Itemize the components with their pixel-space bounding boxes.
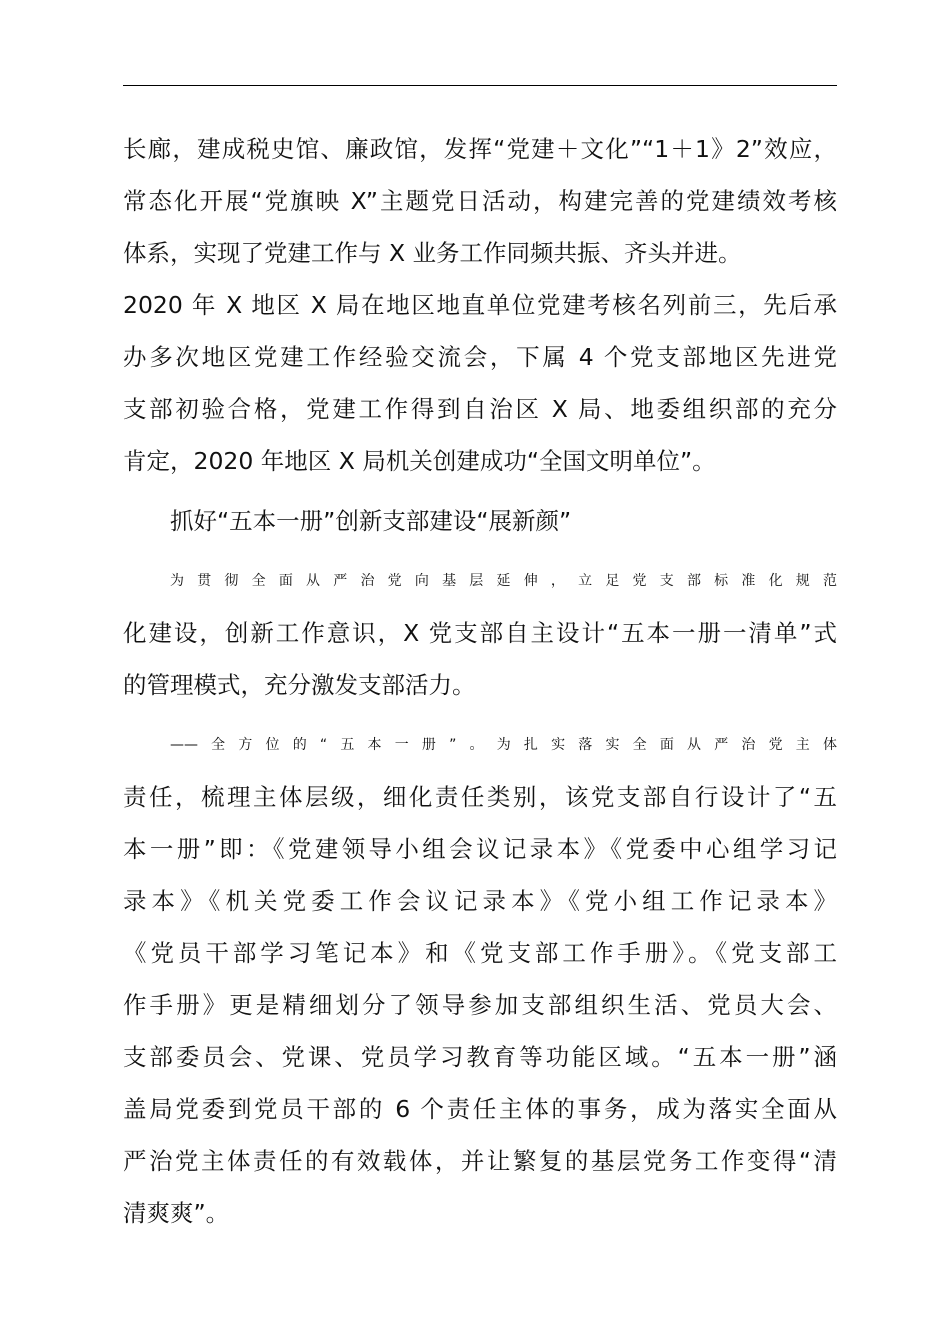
text-line: 化建设，创新工作意识，X 党支部自主设计“五本一册一清单”式: [123, 619, 837, 647]
text-line: 支部初验合格，党建工作得到自治区 X 局、地委组织部的充分: [123, 395, 837, 423]
text-line: 体系，实现了党建工作与 X 业务工作同频共振、齐头并进。: [123, 239, 742, 267]
text-line: 盖局党委到党员干部的 6 个责任主体的事务，成为落实全面从: [123, 1095, 837, 1123]
text-line: 录本》《机关党委工作会议记录本》《党小组工作记录本》: [123, 887, 837, 915]
text-line: 为贯彻全面从严治党向基层延伸，立足党支部标准化规范: [170, 573, 837, 589]
document-body: [123, 123, 837, 1239]
text-line: 长廊，建成税史馆、廉政馆，发挥“党建＋文化”“1＋1》2”效应，: [123, 135, 837, 163]
text-line: 支部委员会、党课、党员学习教育等功能区域。“五本一册”涵: [123, 1043, 837, 1071]
text-line: 的管理模式，充分激发支部活力。: [123, 671, 476, 699]
text-line: 办多次地区党建工作经验交流会，下属 4 个党支部地区先进党: [123, 343, 837, 371]
header-rule: [123, 85, 837, 86]
text-line: 本一册”即：《党建领导小组会议记录本》《党委中心组学习记: [123, 835, 837, 863]
paragraph-intro: [123, 555, 837, 711]
paragraph-five-books: [123, 719, 837, 1239]
text-line: 严治党主体责任的有效载体，并让繁复的基层党务工作变得“清: [123, 1147, 837, 1175]
heading-line: 抓好“五本一册”创新支部建设“展新颜”: [170, 507, 572, 535]
paragraph-party-building-results: [123, 123, 837, 487]
section-heading: [123, 495, 837, 547]
text-line: 清爽爽”。: [123, 1199, 230, 1227]
text-line: 《党员干部学习笔记本》和《党支部工作手册》。《党支部工: [123, 939, 837, 967]
text-line: 2020 年 X 地区 X 局在地区地直单位党建考核名列前三，先后承: [123, 291, 837, 319]
text-line: 责任，梳理主体层级，细化责任类别，该党支部自行设计了“五: [123, 783, 837, 811]
text-line: ——全方位的“五本一册”。为扎实落实全面从严治党主体: [170, 737, 837, 753]
text-line: 作手册》更是精细划分了领导参加支部组织生活、党员大会、: [123, 991, 837, 1019]
text-line: 肯定，2020 年地区 X 局机关创建成功“全国文明单位”。: [123, 447, 716, 475]
text-line: 常态化开展“党旗映 X”主题党日活动，构建完善的党建绩效考核: [123, 187, 837, 215]
